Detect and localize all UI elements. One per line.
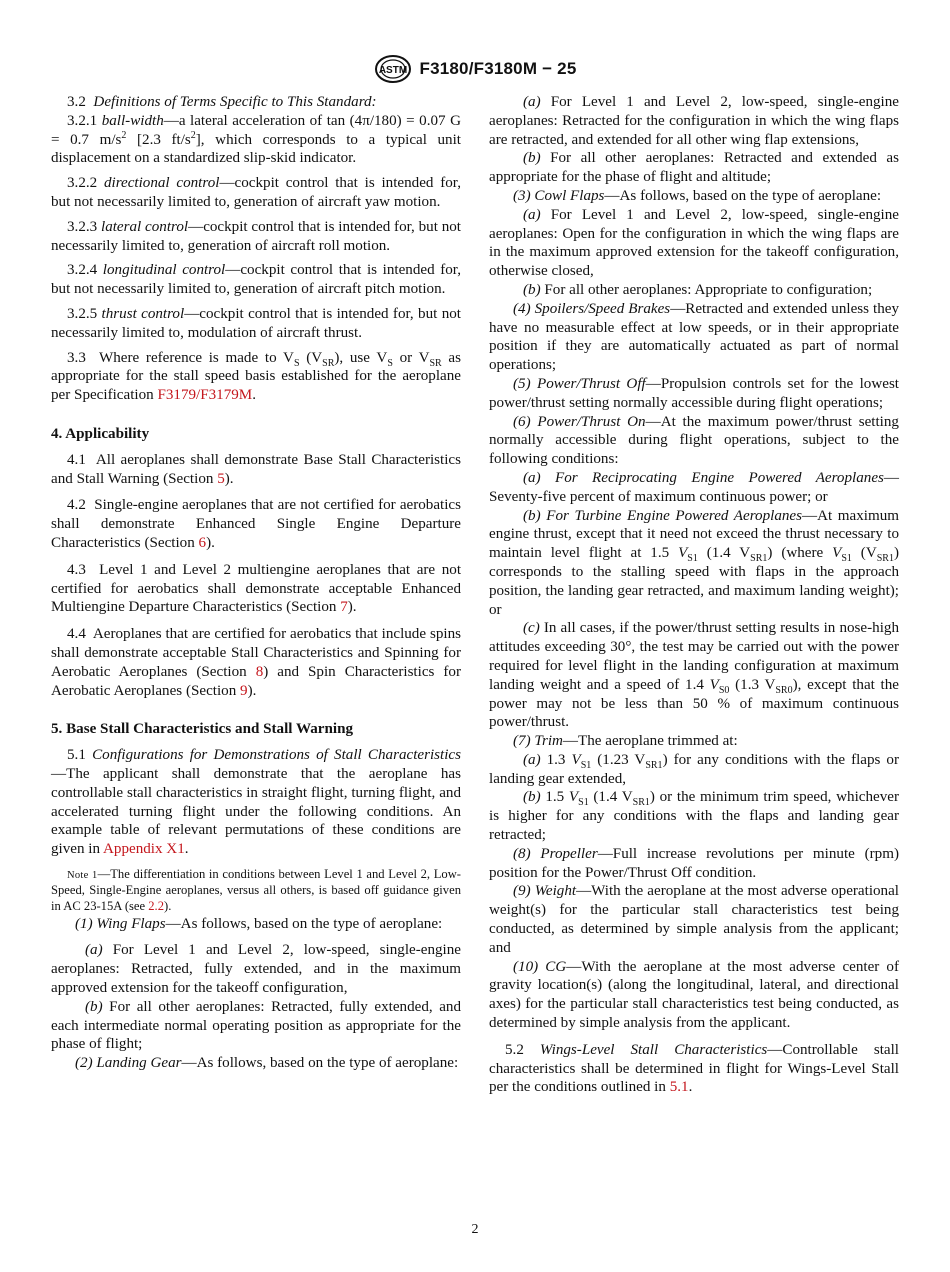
page-number: 2	[471, 1222, 479, 1237]
section-5-1: 5.1 Configurations for Demonstrations of Stall Characteristics—The applicant shall demonstrate that the aeroplane has controllable stall characteristics in straight flight, turning flight, and accelerated turning flight under the following conditions. An example table of relevant permutations of these conditions are given in Appendix X1.	[51, 747, 462, 858]
link-section-9[interactable]: 9	[240, 682, 248, 699]
note-1: Note 1—The differentiation in conditions between Level 1 and Level 2, Low-Speed, Single-Engine aeroplanes, versus all others, is based off guidance given in AC 23-15A (see 2.2).	[51, 866, 461, 914]
astm-logo-icon	[374, 54, 412, 84]
condition-2b: (b) For all other aeroplanes: Retracted and extended as appropriate for the phase of flight and altitude;	[489, 150, 899, 186]
section-4-3: 4.3 Level 1 and Level 2 multiengine aeroplanes that are not certified for aerobatics shall demonstrate acceptable Enhanced Multiengine Departure Characteristics (Section 7).	[51, 561, 462, 616]
section-4-1: 4.1 All aeroplanes shall demonstrate Base Stall Characteristics and Stall Warning (Section 5).	[51, 451, 462, 487]
link-section-5[interactable]: 5	[217, 470, 225, 487]
condition-1b: (b) For all other aeroplanes: Retracted, fully extended, and each intermediate normal operating position as appropriate for the phase of flight;	[51, 998, 461, 1053]
condition-7a: (a) 1.3 $V_{S1}$ (1.23 $V_{SR1}$) for any conditions with the flaps or landing gear extended,	[489, 751, 899, 787]
link-section-6[interactable]: 6	[198, 534, 207, 551]
condition-10-cg: (10) CG—With the aeroplane at the most adverse center of gravity location(s) (along the longitudinal, lateral, and directional axes) for the particular stall characteristics test being conducted, as determined by simple analysis from the applicant.	[489, 958, 900, 1032]
section-3-2-2: 3.2.2 directional control—cockpit control that is intended for, but not necessarily limited to, generation of aircraft yaw motion.	[51, 175, 461, 210]
condition-6a: (a) For Reciprocating Engine Powered Aeroplanes—Seventy-five percent of maximum continuous power; or	[489, 469, 899, 505]
condition-1a: (a) For Level 1 and Level 2, low-speed, single-engine aeroplanes: Retracted, fully extended, and in the maximum approved extension for the takeoff configuration,	[51, 942, 461, 997]
section-3-2: 3.2 Definitions of Terms Specific to This Standard:	[67, 94, 377, 110]
page-header	[0, 52, 950, 86]
condition-6b: (b) For Turbine Engine Powered Aeroplanes—At maximum engine thrust, except that it need not exceed the thrust necessary to maintain level flight at 1.5 $V_{S1}$ (1.4 $V_{SR1}$) (where $V_{S1}$ $(V_{SR1})$ corresponds to the stalling speed with flaps in the approach position, the landing gear retracted, and maximum landing weight); or	[489, 507, 899, 618]
link-2-2[interactable]: 2.2	[148, 899, 164, 914]
section-4-heading: 4. Applicability	[51, 425, 150, 442]
condition-6-power-on: (6) Power/Thrust On—At the maximum power/thrust setting normally accessible during flight operations, subject to the following conditions:	[489, 413, 899, 468]
condition-2a: (a) For Level 1 and Level 2, low-speed, single-engine aeroplanes: Retracted for the configuration in which the wing flaps are retracted, and extended for all other wing flap extensions,	[489, 94, 899, 148]
condition-1-wing-flaps: (1) Wing Flaps—As follows, based on the type of aeroplane:	[75, 915, 443, 932]
section-4-2: 4.2 Single-engine aeroplanes that are not certified for aerobatics shall demonstrate Enhanced Single Engine Departure Characteristics (Section 6).	[51, 497, 462, 551]
section-3-2-1: 3.2.1 ball-width—a lateral acceleration of tan (4π/180) = 0.07 G = 0.7 $m/s^2$ [2.3 $ft/s^2$], which corresponds to a typical unit displacement on a standardized slip-skid indicator.	[51, 112, 461, 167]
section-3-2-5: 3.2.5 thrust control—cockpit control that is intended for, but not necessarily limited to, modulation of aircraft thrust.	[51, 305, 461, 341]
link-section-8[interactable]: 8	[255, 663, 264, 680]
section-4-4: 4.4 Aeroplanes that are certified for aerobatics that include spins shall demonstrate acceptable Stall Characteristics and Spinning for Aerobatic Aeroplanes (Section 8) and Spin Characteristics for Aerobatic Aeroplanes (Section 9).	[51, 626, 461, 699]
condition-8-propeller: (8) Propeller—Full increase revolutions per minute (rpm) position for the Power/Thrust Off condition.	[489, 845, 899, 881]
section-3-2-4: 3.2.4 longitudinal control—cockpit control that is intended for, but not necessarily limited to, generation of aircraft pitch motion.	[51, 262, 461, 298]
document-designation: F3180/F3180M − 25	[419, 59, 577, 78]
condition-3b: (b) For all other aeroplanes: Appropriate to configuration;	[523, 281, 873, 298]
link-f3179[interactable]: F3179/F3179M	[157, 387, 253, 404]
condition-3a: (a) For Level 1 and Level 2, low-speed, single-engine aeroplanes: Open for the configuration in which the wing flaps are in the maximum approved extension for the takeoff configuration, otherwise closed,	[489, 206, 899, 280]
condition-2-landing-gear: (2) Landing Gear—As follows, based on the type of aeroplane:	[75, 1055, 459, 1072]
section-3-3: 3.3 Where reference is made to $V_S$ $(V_{SR})$, use $V_S$ or $V_{SR}$ as appropriate for the stall speed basis established for the aeroplane per Specification F3179/F3179M.	[51, 349, 461, 404]
left-column	[51, 93, 461, 1073]
condition-4-spoilers: (4) Spoilers/Speed Brakes—Retracted and extended unless they have no measurable effect at low speeds, or in their appropriate position if they are automatically actuated as part of normal operations;	[489, 300, 899, 374]
link-section-7[interactable]: 7	[340, 599, 348, 616]
condition-3-cowl-flaps: (3) Cowl Flaps—As follows, based on the type of aeroplane:	[513, 187, 882, 204]
condition-7b: (b) 1.5 $V_{S1}$ (1.4 $V_{SR1}$) or the minimum trim speed, whichever is higher for any conditions with the flaps and landing gear retracted;	[489, 789, 899, 844]
section-5-2: 5.2 Wings-Level Stall Characteristics—Controllable stall characteristics shall be determined in flight for Wings-Level Stall per the conditions outlined in 5.1.	[489, 1041, 899, 1096]
link-5-1[interactable]: 5.1	[669, 1079, 689, 1096]
svg-text:ASTM: ASTM	[378, 65, 407, 76]
right-column	[489, 93, 899, 1097]
condition-6c: (c) In all cases, if the power/thrust setting results in nose-high attitudes exceeding 30°, the test may be carried out with the power required for level flight in the landing configuration at maximum landing weight and a speed of 1.4 $V_{S0}$ (1.3 $V_{SR0}$), except that the power may not be less than 50 % of maximum continuous power/thrust.	[489, 620, 899, 731]
condition-7-trim: (7) Trim—The aeroplane trimmed at:	[513, 733, 738, 750]
link-appendix-x1[interactable]: Appendix X1	[103, 841, 185, 858]
condition-5-power-off: (5) Power/Thrust Off—Propulsion controls set for the lowest power/thrust setting normally accessible during flight operations;	[489, 375, 900, 411]
section-3-2-3: 3.2.3 lateral control—cockpit control that is intended for, but not necessarily limited to, generation of aircraft roll motion.	[51, 218, 461, 254]
condition-9-weight: (9) Weight—With the aeroplane at the most adverse operational weight(s) for the particular stall characteristics test being conducted, as determined by simple analysis from the applicant; and	[489, 883, 899, 956]
section-5-heading: 5. Base Stall Characteristics and Stall Warning	[51, 721, 354, 738]
